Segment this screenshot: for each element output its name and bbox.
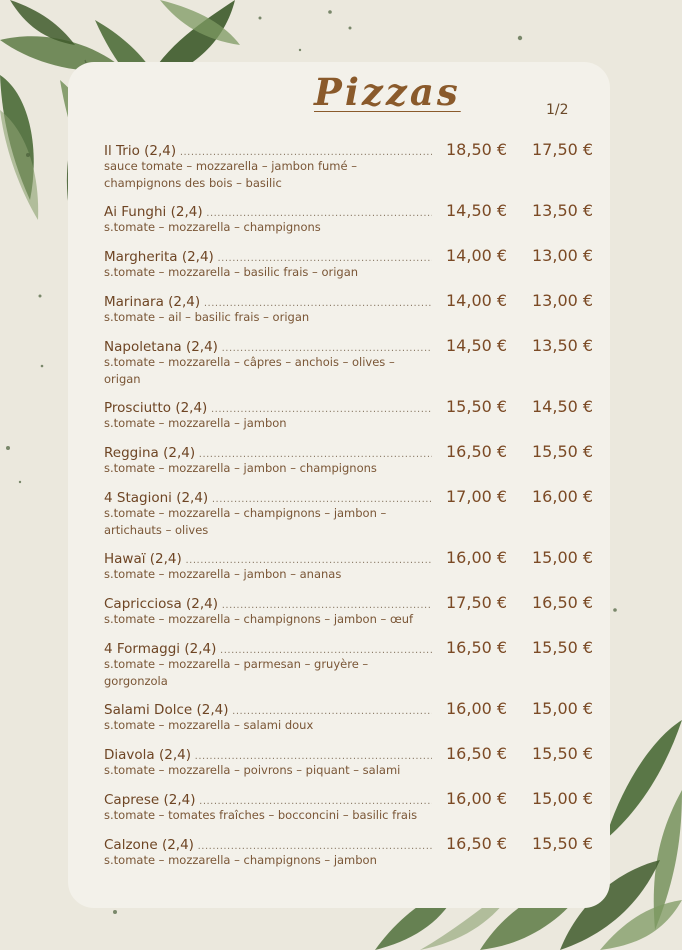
item-price-half: 13,00 € <box>532 246 594 265</box>
half-price-column-header: 1/2 <box>546 102 569 118</box>
item-price-full: 18,50 € <box>446 140 508 159</box>
item-price-full: 16,50 € <box>446 744 508 763</box>
item-price-full: 16,00 € <box>446 699 508 718</box>
item-description: s.tomate – mozzarella – salami doux <box>104 718 314 732</box>
item-price-half: 16,00 € <box>532 487 594 506</box>
item-description: s.tomate – mozzarella – poivrons – piquant – salami <box>104 763 401 777</box>
item-name: Diavola (2,4) ..... <box>104 747 432 763</box>
item-price-half: 15,50 € <box>532 638 594 657</box>
item-description: s.tomate – mozzarella – champignons <box>104 220 321 234</box>
item-price-full: 16,00 € <box>446 789 508 808</box>
item-description: sauce tomate – mozzarella – jambon fumé – champignons des bois – basilic <box>104 159 357 190</box>
item-description: s.tomate – mozzarella – jambon – ananas <box>104 567 342 581</box>
item-name: 4 Stagioni (2,4) ..... <box>104 490 432 506</box>
item-description: s.tomate – ail – basilic frais – origan <box>104 310 310 324</box>
menu-item <box>104 291 614 336</box>
menu-item <box>104 336 614 397</box>
item-name: Caprese (2,4) ..... <box>104 792 432 808</box>
item-name: Hawaï (2,4) ..... <box>104 551 432 567</box>
item-name: Reggina (2,4) ..... <box>104 445 432 461</box>
item-price-full: 14,50 € <box>446 201 508 220</box>
item-description: s.tomate – mozzarella – câpres – anchois – olives – origan <box>104 355 395 386</box>
item-name: 4 Formaggi (2,4) ..... <box>104 641 432 657</box>
item-price-full: 17,50 € <box>446 593 508 612</box>
item-description: s.tomate – mozzarella – jambon – champignons <box>104 461 377 475</box>
item-price-full: 17,00 € <box>446 487 508 506</box>
item-price-full: 16,50 € <box>446 638 508 657</box>
item-name: Ai Funghi (2,4) ..... <box>104 204 432 220</box>
item-description: s.tomate – mozzarella – champignons – jambon – œuf <box>104 612 414 626</box>
item-price-half: 15,00 € <box>532 548 594 567</box>
item-price-half: 15,50 € <box>532 442 594 461</box>
item-price-half: 16,50 € <box>532 593 594 612</box>
item-price-full: 15,50 € <box>446 397 508 416</box>
menu-list <box>104 140 614 879</box>
item-price-full: 14,00 € <box>446 291 508 310</box>
menu-item <box>104 487 614 548</box>
menu-item <box>104 201 614 246</box>
item-description: s.tomate – mozzarella – champignons – jambon – artichauts – olives <box>104 506 387 537</box>
item-name: Prosciutto (2,4) ..... <box>104 400 432 416</box>
menu-item <box>104 140 614 201</box>
menu-item <box>104 789 614 834</box>
item-price-full: 14,00 € <box>446 246 508 265</box>
item-description: s.tomate – mozzarella – champignons – jambon <box>104 853 377 867</box>
item-price-full: 16,00 € <box>446 548 508 567</box>
item-name: Margherita (2,4) ..... <box>104 249 432 265</box>
item-price-half: 13,00 € <box>532 291 594 310</box>
item-price-half: 15,00 € <box>532 699 594 718</box>
item-price-half: 15,50 € <box>532 744 594 763</box>
item-description: s.tomate – tomates fraîches – bocconcini – basilic frais <box>104 808 418 822</box>
menu-item <box>104 246 614 291</box>
item-price-half: 15,00 € <box>532 789 594 808</box>
menu-item <box>104 593 614 638</box>
item-name: Calzone (2,4) ..... <box>104 837 432 853</box>
menu-item <box>104 442 614 487</box>
menu-item <box>104 397 614 442</box>
menu-item <box>104 699 614 744</box>
item-description: s.tomate – mozzarella – jambon <box>104 416 287 430</box>
item-description: s.tomate – mozzarella – parmesan – gruyère – gorgonzola <box>104 657 369 688</box>
item-price-half: 13,50 € <box>532 201 594 220</box>
page-title: Pizzas <box>314 70 461 114</box>
item-price-full: 14,50 € <box>446 336 508 355</box>
item-name: Salami Dolce (2,4) ..... <box>104 702 432 718</box>
item-price-half: 14,50 € <box>532 397 594 416</box>
menu-item <box>104 834 614 879</box>
item-name: Napoletana (2,4) ..... <box>104 339 432 355</box>
item-price-half: 17,50 € <box>532 140 594 159</box>
item-name: Capricciosa (2,4) ..... <box>104 596 432 612</box>
menu-item <box>104 744 614 789</box>
item-name: Il Trio (2,4) ..... <box>104 143 432 159</box>
menu-item <box>104 638 614 699</box>
item-price-full: 16,50 € <box>446 834 508 853</box>
item-description: s.tomate – mozzarella – basilic frais – origan <box>104 265 359 279</box>
item-name: Marinara (2,4) ..... <box>104 294 432 310</box>
item-price-half: 13,50 € <box>532 336 594 355</box>
item-price-half: 15,50 € <box>532 834 594 853</box>
item-price-full: 16,50 € <box>446 442 508 461</box>
menu-item <box>104 548 614 593</box>
